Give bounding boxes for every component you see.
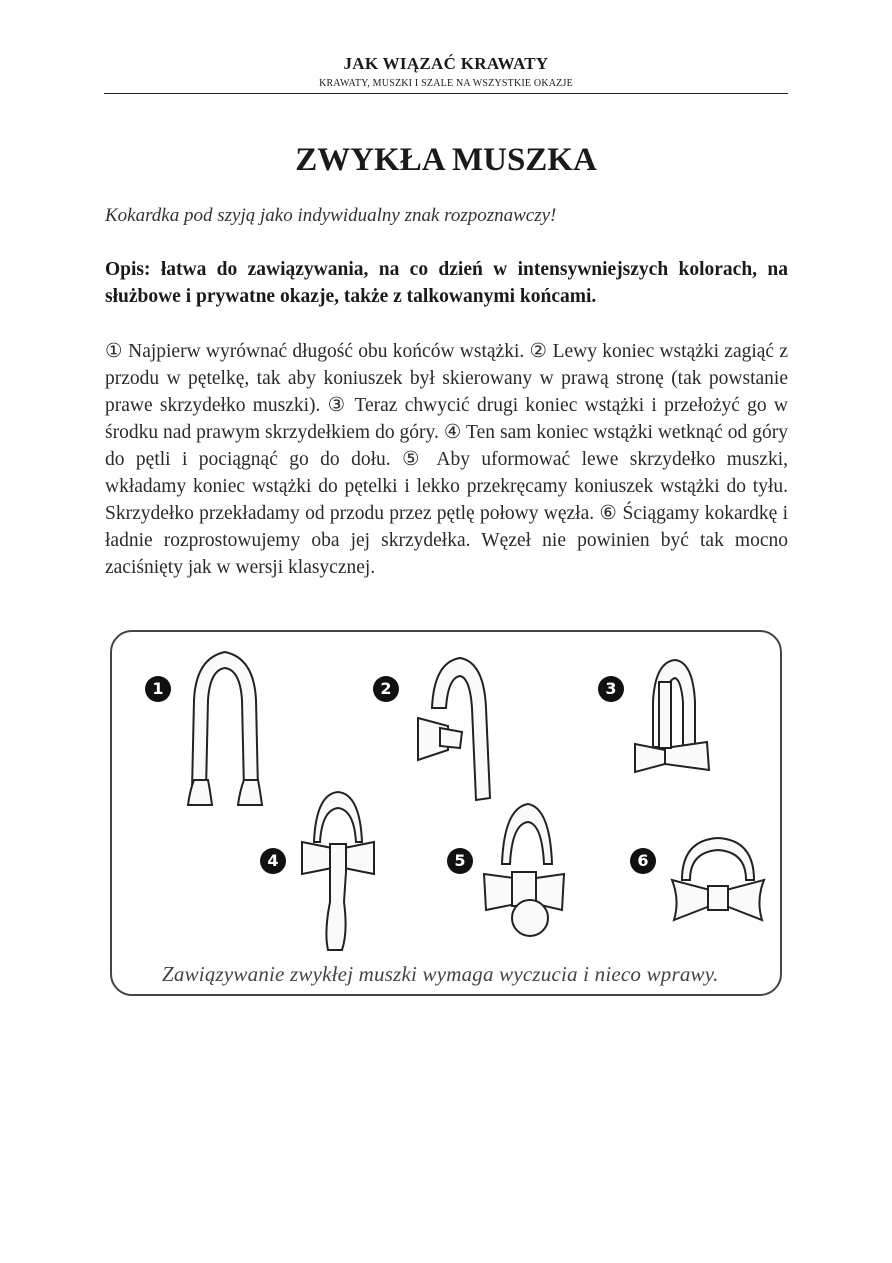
header-title: JAK WIĄZAĆ KRAWATY [343, 54, 549, 73]
instructions-text: ① Najpierw wyrównać długość obu końców wstążki. ② Lewy koniec wstążki zagiąć z przodu w pętelkę, tak aby koniuszek był skierowany w prawą stronę (tak powstanie prawe skrzydełko muszki). ③ Teraz chwycić drugi koniec wstążki i przełożyć go w środku nad prawym skrzydełkiem do góry. ④ Ten sam koniec wstążki wetknąć od góry do pętli i pociągnąć go do dołu. ⑤ Aby uformować lewe skrzydełko muszki, wkładamy koniec wstążki do pętelki i lekko przekręcamy koniuszek wstążki do tyłu. Skrzydełko przekładamy od przodu przez pętlę połowy węzła. ⑥ Ściągamy kokardkę i ładnie rozprostowujemy oba jej skrzydełka. Węzeł nie powinien być tak mocno zaciśnięty jak w wersji klasycznej. [105, 341, 788, 578]
step-number-4: 4 [260, 848, 286, 874]
step-5-illustration [478, 786, 568, 946]
header-subtitle: KRAWATY, MUSZKI I SZALE NA WSZYSTKIE OKAZJE [319, 78, 573, 89]
motto: Kokardka pod szyją jako indywidualny znak rozpoznawczy! [105, 205, 557, 226]
step-3-illustration [625, 652, 715, 782]
step-2-illustration [410, 648, 500, 808]
step-number-1: 1 [145, 676, 171, 702]
step-number-6: 6 [630, 848, 656, 874]
step-number-3: 3 [598, 676, 624, 702]
step-4-illustration [298, 782, 378, 962]
header-divider [104, 93, 788, 94]
step-6-illustration [668, 810, 768, 930]
figure-caption: Zawiązywanie zwykłej muszki wymaga wyczucia i nieco wprawy. [162, 962, 719, 986]
page-title: ZWYKŁA MUSZKA [295, 142, 597, 178]
step-number-5: 5 [447, 848, 473, 874]
step-number-2: 2 [373, 676, 399, 702]
step-1-illustration [180, 640, 270, 810]
lead-description: Opis: łatwa do zawiązywania, na co dzień w intensywniejszych kolorach, na służbowe i prywatne okazje, także z talkowanymi końcami. [105, 259, 788, 307]
